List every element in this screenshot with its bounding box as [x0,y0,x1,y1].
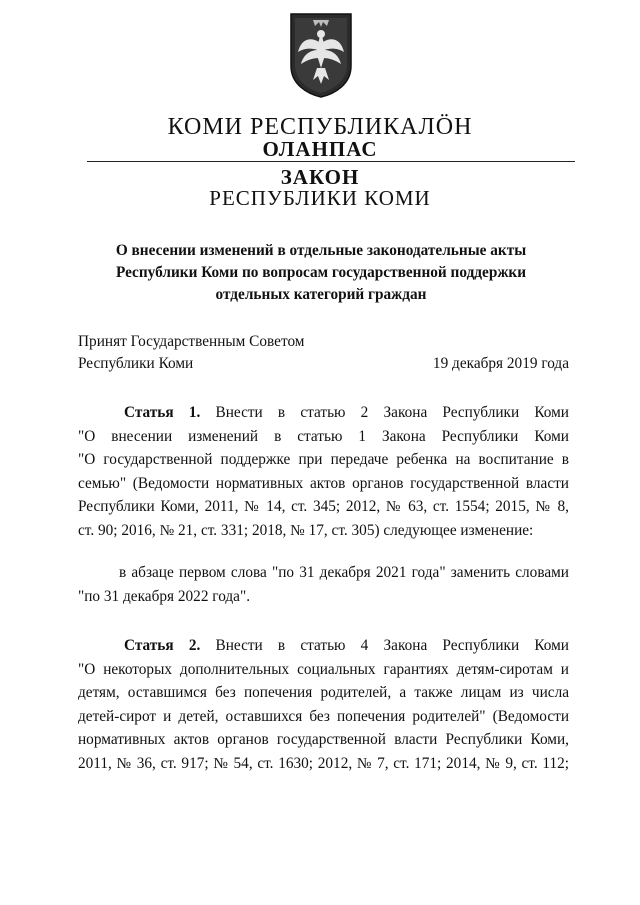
paragraph-line: нормативных актов органов государственной власти Республики Коми, [78,731,569,748]
paragraph-line: Республики Коми, 2011, № 14, ст. 345; 2012, № 63, ст. 1554; 2015, № 8, [78,498,569,515]
law-title [60,240,582,306]
adoption-line: Республики Коми [78,355,194,372]
paragraph-line: 2011, № 36, ст. 917; № 54, ст. 1630; 2012, № 7, ст. 171; 2014, № 9, ст. 112; [78,754,569,772]
law-word-russian: ЗАКОН [280,165,360,189]
paragraph-line: Статья 1. Внести в статью 2 Закона Республики Коми [124,404,569,421]
law-word-komi: ОЛАНПАС [262,137,378,161]
paragraph-line: "О государственной поддержке при передаче ребенка на воспитание в [78,451,569,468]
republic-name-komi: КОМИ РЕСПУБЛИКАЛÖН [167,114,473,140]
article-1-change [78,561,569,608]
republic-name-russian: РЕСПУБЛИКИ КОМИ [209,186,431,210]
paragraph-line: ст. 90; 2016, № 21, ст. 331; 2018, № 17, ст. 305) следующее изменение: [78,521,534,539]
adoption-date: 19 декабря 2019 года [432,355,569,372]
article-2-label: Статья 2. [124,637,201,654]
paragraph-line: "по 31 декабря 2022 года". [78,587,251,605]
article-1-text [78,401,569,542]
law-title-line: отдельных категорий граждан [215,286,427,303]
article-1-label: Статья 1. [124,404,201,421]
paragraph-line: детям, оставшимся без попечения родителей, а также лицам из числа [78,684,569,701]
law-title-line: О внесении изменений в отдельные законодательные акты [115,242,527,259]
adoption-line: Принят Государственным Советом [78,333,305,350]
coat-of-arms-emblem [289,12,353,98]
paragraph-line: в абзаце первом слова "по 31 декабря 2021 года" заменить словами [119,564,569,581]
header-divider [87,161,575,162]
article-2-text [78,634,569,775]
paragraph-line: детей-сирот и детей, оставшихся без попечения родителей" (Ведомости [78,707,569,725]
paragraph-line: "О внесении изменений в статью 1 Закона Республики Коми [78,427,569,445]
paragraph-line: Статья 2. Внести в статью 4 Закона Республики Коми [124,637,569,654]
paragraph-line: семью" (Ведомости нормативных актов органов государственной власти [78,474,569,492]
adoption-statement [78,331,304,375]
law-title-line: Республики Коми по вопросам государственной поддержки [115,264,527,281]
paragraph-line: "О некоторых дополнительных социальных гарантиях детям-сиротам и [78,660,569,678]
